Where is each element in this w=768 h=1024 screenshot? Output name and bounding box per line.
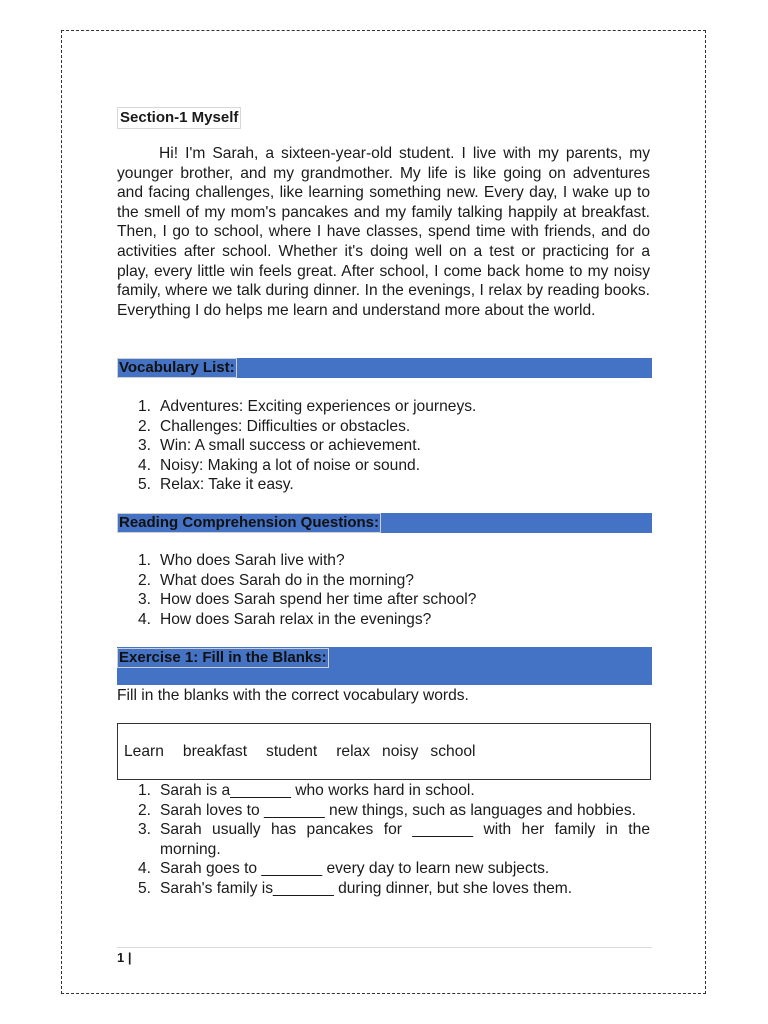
list-item: [117, 781, 650, 801]
list-text: How does Sarah relax in the evenings?: [160, 610, 432, 628]
list-item: [117, 571, 650, 591]
list-number: 4.: [138, 456, 152, 474]
list-number: 3.: [138, 437, 152, 455]
list-text: Sarah usually has pancakes for _______ with her family in the morning.: [160, 821, 650, 858]
list-text: Adventures: Exciting experiences or journeys.: [160, 398, 477, 415]
exercise-heading: Exercise 1: Fill in the Blanks:: [119, 649, 327, 666]
list-number: 2.: [138, 801, 152, 819]
list-text: Sarah goes to _______ every day to learn new subjects.: [160, 860, 550, 878]
list-item: [117, 436, 650, 456]
list-text: Relax: Take it easy.: [160, 476, 294, 494]
word-bank-word: Learn: [124, 742, 164, 760]
exercise-band: [117, 647, 652, 685]
list-number: 3.: [138, 591, 152, 609]
list-item: [117, 417, 650, 437]
list-item: [117, 456, 650, 476]
list-number: 5.: [138, 879, 152, 897]
list-text: Who does Sarah live with?: [160, 552, 345, 569]
word-bank-word: school: [430, 742, 476, 760]
vocabulary-heading: Vocabulary List:: [119, 359, 235, 376]
page-number: 1 |: [117, 950, 132, 965]
list-item: [117, 859, 650, 879]
list-item: [117, 397, 650, 417]
list-number: 4.: [138, 860, 152, 878]
list-text: Sarah loves to _______ new things, such as languages and hobbies.: [160, 801, 636, 819]
list-text: Sarah's family is_______ during dinner, but she loves them.: [160, 879, 573, 897]
list-text: What does Sarah do in the morning?: [160, 571, 414, 589]
list-number: 1.: [138, 552, 152, 569]
vocabulary-band: [117, 358, 652, 378]
list-item: [117, 590, 650, 610]
list-number: 2.: [138, 571, 152, 589]
fill-blanks-list: [117, 781, 650, 899]
word-bank: [117, 723, 651, 780]
comprehension-heading: Reading Comprehension Questions:: [119, 514, 380, 531]
list-item: [117, 820, 650, 859]
list-number: 3.: [138, 821, 152, 839]
word-bank-word: relax: [336, 742, 371, 760]
section-title: Section-1 Myself: [117, 107, 241, 129]
list-item: [117, 879, 650, 899]
footer-divider: [117, 947, 652, 948]
list-number: 1.: [138, 782, 152, 799]
list-text: Noisy: Making a lot of noise or sound.: [160, 456, 421, 474]
list-item: [117, 610, 650, 630]
list-text: Sarah is a_______ who works hard in school.: [160, 782, 475, 799]
list-text: How does Sarah spend her time after school?: [160, 591, 477, 609]
list-number: 2.: [138, 417, 152, 435]
list-item: [117, 551, 650, 571]
list-number: 5.: [138, 476, 152, 494]
list-text: Win: A small success or achievement.: [160, 437, 421, 455]
word-bank-word: breakfast: [182, 742, 248, 760]
vocabulary-list: [117, 397, 650, 495]
exercise-instructions: Fill in the blanks with the correct vocabulary words.: [117, 687, 469, 704]
word-bank-word: noisy: [382, 742, 419, 760]
list-item: [117, 475, 650, 495]
list-text: Challenges: Difficulties or obstacles.: [160, 417, 411, 435]
intro-paragraph: Hi! I'm Sarah, a sixteen-year-old student. I live with my parents, my younger brother, and my grandmother. My life is like going on adventures and facing challenges, like learning something new. Every day, I wake up to the smell of my mom's pancakes and my family talking happily at breakfast. Then, I go to school, where I have classes, spend time with friends, and do activities after school. Whether it's doing well on a test or practicing for a play, every little win feels great. After school, I come back home to my noisy family, where we talk during dinner. In the evenings, I relax by reading books. Everything I do helps me learn and understand more about the world.: [117, 145, 650, 319]
list-number: 1.: [138, 398, 152, 415]
list-item: [117, 801, 650, 821]
comprehension-list: [117, 551, 650, 629]
comprehension-band: [117, 513, 652, 533]
list-number: 4.: [138, 610, 152, 628]
word-bank-word: student: [266, 742, 318, 760]
